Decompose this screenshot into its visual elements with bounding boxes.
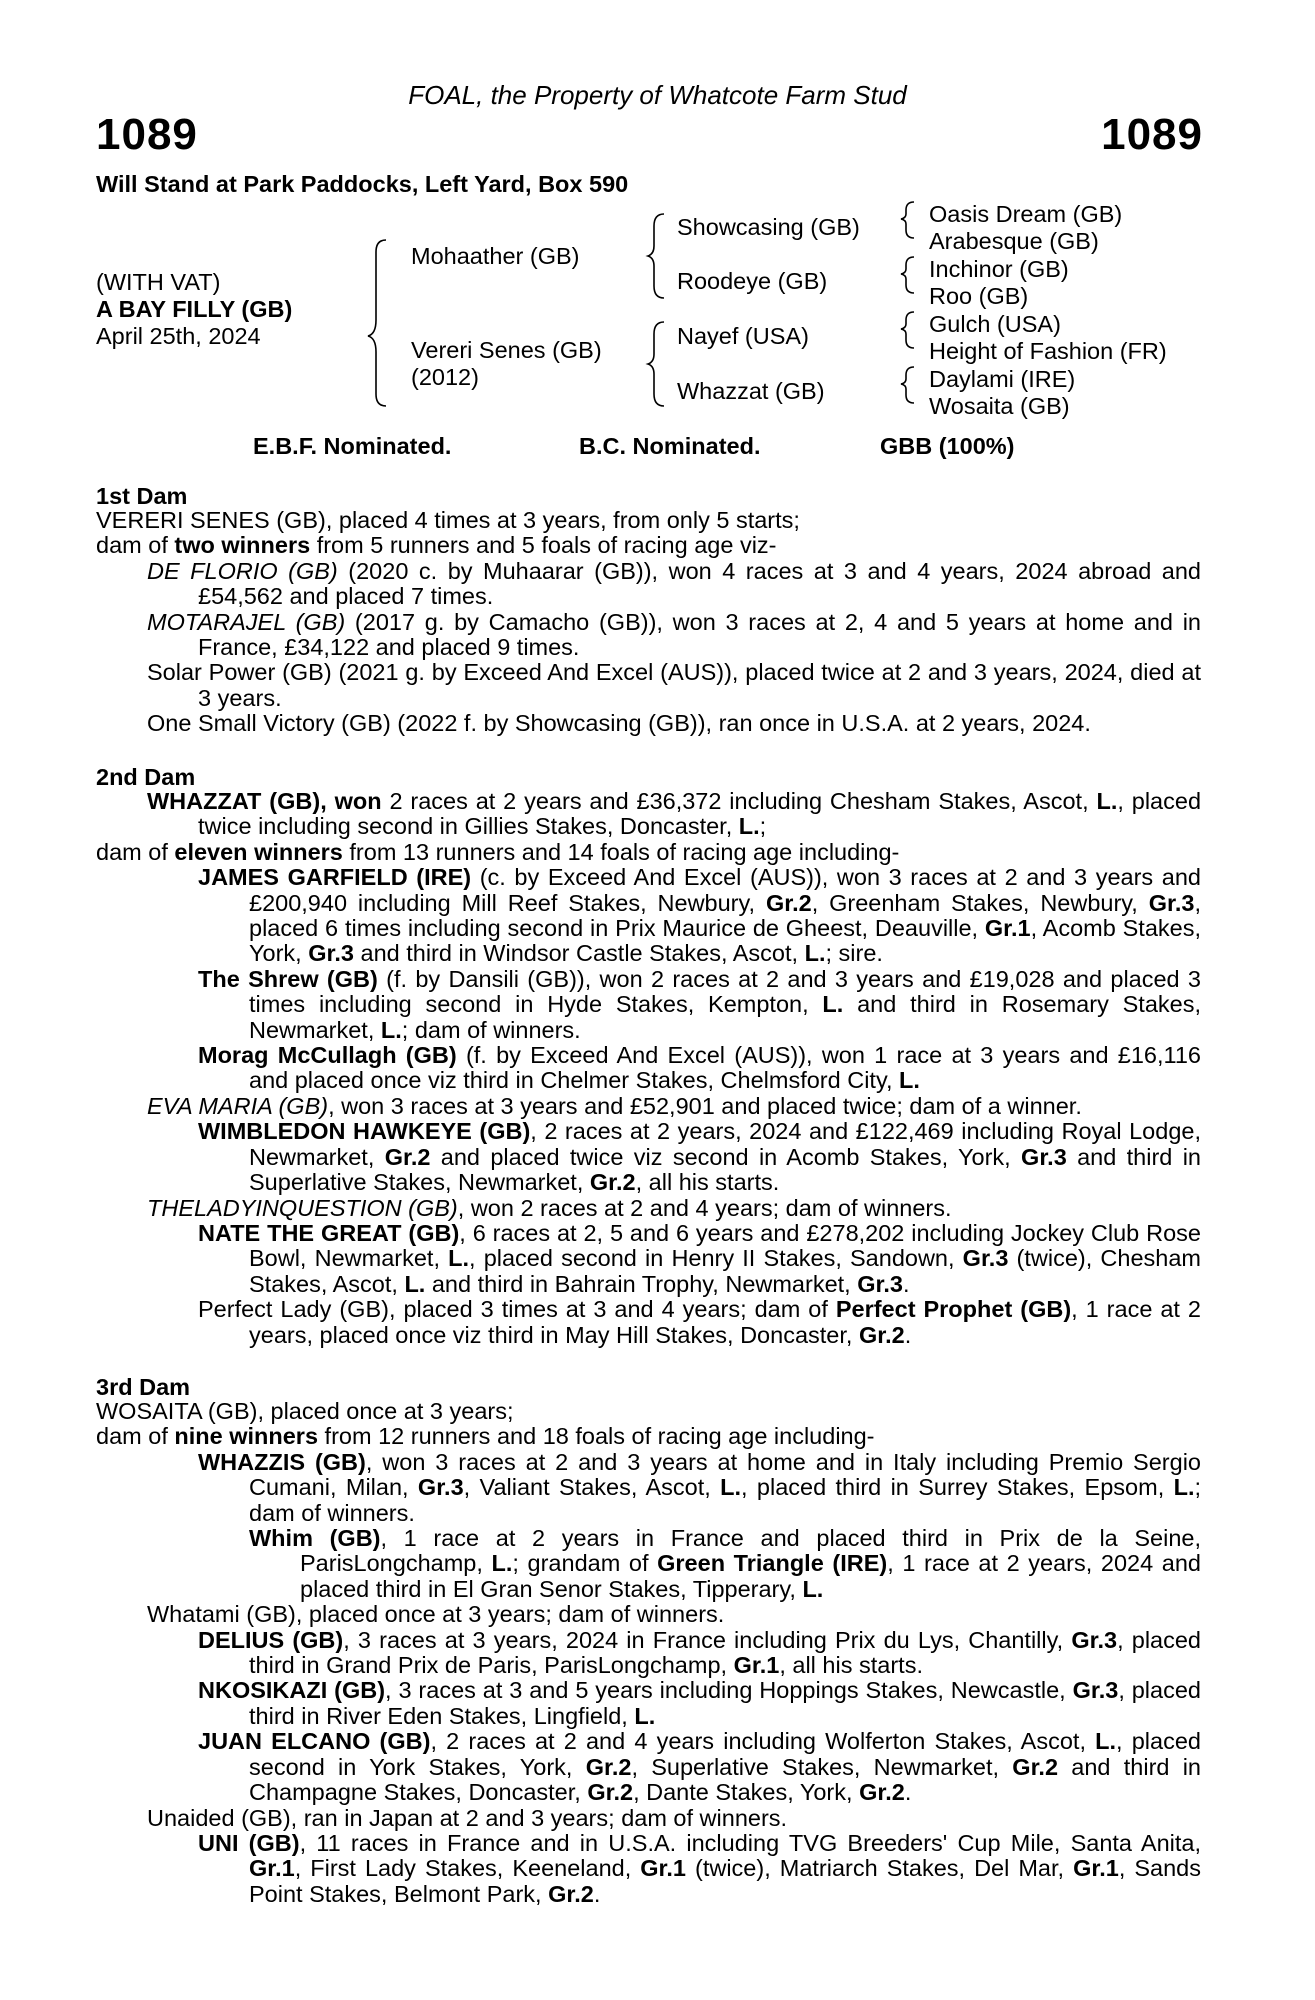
produce-perfect-lady: Perfect Lady (GB), placed 3 times at 3 and 4 years; dam of Perfect Prophet (GB), 1 race at 2 years, placed once viz third in May Hill Stakes, Doncaster, Gr.2.: [198, 1296, 1201, 1348]
dam-brace: [648, 322, 664, 406]
sire-sire: Showcasing (GB): [677, 214, 860, 240]
produce-motarajel: MOTARAJEL (GB) (2017 g. by Camacho (GB)), won 3 races at 2, 4 and 5 years at home and in France, £34,122 and placed 9 times.: [147, 608, 1201, 661]
bc-nomination: B.C. Nominated.: [579, 433, 761, 459]
wosaita-line: WOSAITA (GB), placed once at 3 years;: [96, 1398, 514, 1424]
whazzat-summary: WHAZZAT (GB), won 2 races at 2 years and £36,372 including Chesham Stakes, Ascot, L., placed twice including second in Gillies Stakes, Doncaster, L.;: [147, 788, 1202, 840]
first-dam-produce-summary: dam of two winners from 5 runners and 5 foals of racing age viz-: [96, 532, 777, 559]
first-dam-heading: 1st Dam: [96, 483, 188, 509]
second-dam-section: [96, 789, 1201, 1348]
g3-3: Inchinor (GB): [929, 256, 1069, 282]
sire-dam: Roodeye (GB): [677, 268, 828, 294]
foaling-date: April 25th, 2024: [96, 323, 261, 349]
produce-delius: DELIUS (GB), 3 races at 3 years, 2024 in France including Prix du Lys, Chantilly, Gr.3, placed third in Grand Prix de Paris, ParisLongchamp, Gr.1, all his starts.: [198, 1626, 1201, 1679]
g3-8: Wosaita (GB): [929, 393, 1070, 419]
g3-1: Oasis Dream (GB): [929, 201, 1123, 227]
lot-number-right: 1089: [1101, 110, 1203, 159]
produce-uni: UNI (GB), 11 races in France and in U.S.A. including TVG Breeders' Cup Mile, Santa Anita, Gr.1, First Lady Stakes, Keeneland, Gr.1 (twice), Matriarch Stakes, Del Mar, Gr.1, Sands Point Stakes, Belmont Park, Gr.2.: [198, 1829, 1201, 1907]
produce-james-garfield: JAMES GARFIELD (IRE) (c. by Exceed And Excel (AUS)), won 3 races at 2 and 3 years and £200,940 including Mill Reef Stakes, Newbury, Gr.2, Greenham Stakes, Newbury, Gr.3, placed 6 times including second in Prix Maurice de Gheest, Deauville, Gr.1, Acomb Stakes, York, Gr.3 and third in Windsor Castle Stakes, Ascot, L.; sire.: [198, 864, 1201, 967]
produce-nate-the-great: NATE THE GREAT (GB), 6 races at 2, 5 and 6 years and £278,202 including Jockey Club Rose Bowl, Newmarket, L., placed second in Henry II Stakes, Sandown, Gr.3 (twice), Chesham Stakes, Ascot, L. and third in Bahrain Trophy, Newmarket, Gr.3.: [198, 1219, 1201, 1297]
produce-the-shrew: The Shrew (GB) (f. by Dansili (GB)), won 2 races at 2 and 3 years and £19,028 and placed 3 times including second in Hyde Stakes, Kempton, L. and third in Rosemary Stakes, Newmarket, L.; dam of winners.: [198, 965, 1201, 1043]
dam: Vereri Senes (GB): [411, 337, 602, 363]
first-dam-line: VERERI SENES (GB), placed 4 times at 3 years, from only 5 starts;: [96, 507, 800, 533]
third-dam-produce-summary: dam of nine winners from 12 runners and 18 foals of racing age including-: [96, 1423, 875, 1450]
g3-4: Roo (GB): [929, 283, 1029, 309]
produce-whim: Whim (GB), 1 race at 2 years in France and placed third in Prix de la Seine, ParisLongchamp, L.; grandam of Green Triangle (IRE), 1 race at 2 years, 2024 and placed third in El Gran Senor Stakes, Tipperary, L.: [249, 1525, 1202, 1602]
second-dam-produce-summary: dam of eleven winners from 13 runners and 14 foals of racing age including-: [96, 838, 900, 865]
produce-morag-mccullagh: Morag McCullagh (GB) (f. by Exceed And Excel (AUS)), won 1 race at 3 years and £16,116 and placed once viz third in Chelmer Stakes, Chelmsford City, L.: [198, 1042, 1201, 1094]
produce-unaided: Unaided (GB), ran in Japan at 2 and 3 years; dam of winners.: [147, 1804, 788, 1831]
sire: Mohaather (GB): [411, 243, 580, 269]
dam-year: (2012): [411, 364, 479, 390]
main-brace: [368, 240, 386, 406]
produce-eva-maria: EVA MARIA (GB), won 3 races at 3 years and £52,901 and placed twice; dam of a winner.: [147, 1092, 1082, 1119]
ebf-nomination: E.B.F. Nominated.: [253, 433, 452, 459]
produce-whatami: Whatami (GB), placed once at 3 years; dam of winners.: [147, 1601, 725, 1628]
produce-nkosikazi: NKOSIKAZI (GB), 3 races at 3 and 5 years including Hoppings Stakes, Newcastle, Gr.3, placed third in River Eden Stakes, Lingfield, L.: [198, 1677, 1201, 1729]
produce-solar-power: Solar Power (GB) (2021 g. by Exceed And Excel (AUS)), placed twice at 2 and 3 years, 2024, died at 3 years.: [147, 659, 1201, 711]
consignor-header: FOAL, the Property of Whatcote Farm Stud: [408, 80, 907, 110]
produce-one-small-victory: One Small Victory (GB) (2022 f. by Showcasing (GB)), ran once in U.S.A. at 2 years, 2024.: [147, 710, 1091, 737]
vat-note: (WITH VAT): [96, 269, 221, 295]
second-dam-heading: 2nd Dam: [96, 764, 196, 790]
g3-5: Gulch (USA): [929, 311, 1061, 337]
g3-6: Height of Fashion (FR): [929, 338, 1167, 364]
dam-dam: Whazzat (GB): [677, 378, 825, 404]
produce-theladyinquestion: THELADYINQUESTION (GB), won 2 races at 2 and 4 years; dam of winners.: [147, 1194, 952, 1221]
third-dam-heading: 3rd Dam: [96, 1374, 191, 1400]
produce-de-florio: DE FLORIO (GB) (2020 c. by Muhaarar (GB)), won 4 races at 3 and 4 years, 2024 abroad and £54,562 and placed 7 times.: [147, 557, 1201, 610]
dam-sire: Nayef (USA): [677, 323, 809, 349]
produce-wimbledon-hawkeye: WIMBLEDON HAWKEYE (GB), 2 races at 2 years, 2024 and £122,469 including Royal Lodge, Newmarket, Gr.2 and placed twice viz second in Acomb Stakes, York, Gr.3 and third in Superlative Stakes, Newmarket, Gr.2, all his starts.: [198, 1118, 1201, 1196]
lot-subject-name: A BAY FILLY (GB): [96, 296, 293, 322]
produce-juan-elcano: JUAN ELCANO (GB), 2 races at 2 and 4 years including Wolferton Stakes, Ascot, L., placed second in York Stakes, York, Gr.2, Superlative Stakes, Newmarket, Gr.2 and third in Champagne Stakes, Doncaster, Gr.2, Dante Stakes, York, Gr.2.: [198, 1728, 1202, 1806]
g3-7: Daylami (IRE): [929, 366, 1076, 392]
stand-location: Will Stand at Park Paddocks, Left Yard, Box 590: [96, 171, 629, 197]
first-dam-section: [96, 508, 1201, 737]
gbb-note: GBB (100%): [880, 433, 1015, 459]
third-dam-section: [96, 1399, 1201, 1907]
produce-whazzis: WHAZZIS (GB), won 3 races at 2 and 3 years at home and in Italy including Premio Sergio Cumani, Milan, Gr.3, Valiant Stakes, Ascot, L., placed third in Surrey Stakes, Epsom, L.; dam of winners.: [198, 1448, 1202, 1526]
lot-number-left: 1089: [96, 110, 198, 159]
g3-2: Arabesque (GB): [929, 228, 1099, 254]
sire-brace: [648, 214, 664, 298]
